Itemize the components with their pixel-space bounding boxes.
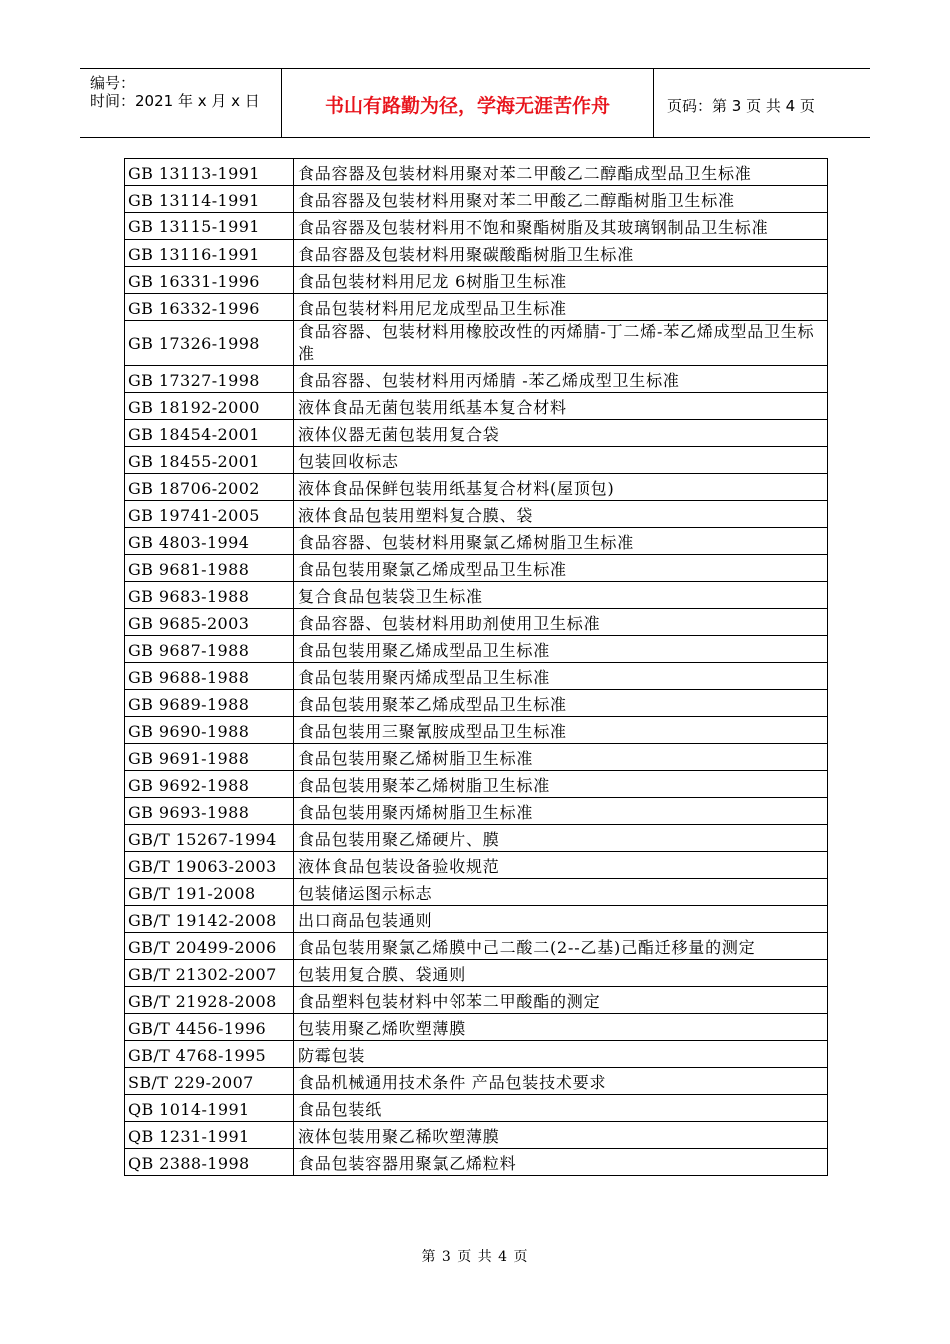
standard-code: GB 9691-1988 (125, 744, 294, 771)
standard-code: GB/T 20499-2006 (125, 933, 294, 960)
standard-title: 食品容器、包装材料用助剂使用卫生标准 (294, 609, 828, 636)
standard-code: QB 2388-1998 (125, 1149, 294, 1176)
table-row (125, 1014, 828, 1041)
header-motto-cell (281, 69, 654, 137)
standard-code: GB 9692-1988 (125, 771, 294, 798)
table-row (125, 933, 828, 960)
table-row (125, 744, 828, 771)
standard-title: 包装用复合膜、袋通则 (294, 960, 828, 987)
document-time-label: 时间：2021 年 x 月 x 日 (90, 92, 260, 110)
standard-title: 食品容器及包装材料用聚对苯二甲酸乙二醇酯树脂卫生标准 (294, 186, 828, 213)
table-row (125, 825, 828, 852)
table-row (125, 663, 828, 690)
header-page-label: 页码：第 3 页 共 4 页 (667, 97, 815, 115)
standard-title: 食品机械通用技术条件 产品包装技术要求 (294, 1068, 828, 1095)
table-row (125, 1095, 828, 1122)
document-number-label: 编号： (90, 74, 136, 92)
standard-title: 食品包装材料用尼龙 6树脂卫生标准 (294, 267, 828, 294)
standard-code: GB/T 4768-1995 (125, 1041, 294, 1068)
table-row (125, 717, 828, 744)
table-row (125, 294, 828, 321)
standard-code: GB/T 4456-1996 (125, 1014, 294, 1041)
standard-title: 液体仪器无菌包装用复合袋 (294, 420, 828, 447)
table-row (125, 987, 828, 1014)
standard-title: 食品包装用聚乙烯树脂卫生标准 (294, 744, 828, 771)
table-row (125, 852, 828, 879)
header-page-cell (653, 69, 870, 137)
table-row (125, 1122, 828, 1149)
standard-code: QB 1231-1991 (125, 1122, 294, 1149)
table-row (125, 771, 828, 798)
standard-title: 食品包装用聚氯乙烯膜中己二酸二(2--乙基)己酯迁移量的测定 (294, 933, 828, 960)
standard-title: 食品包装用聚苯乙烯成型品卫生标准 (294, 690, 828, 717)
standard-code: GB 9690-1988 (125, 717, 294, 744)
standard-title: 食品容器、包装材料用丙烯腈 -苯乙烯成型卫生标准 (294, 366, 828, 393)
standard-title: 食品塑料包装材料中邻苯二甲酸酯的测定 (294, 987, 828, 1014)
standard-code: GB 4803-1994 (125, 528, 294, 555)
standard-title: 液体包装用聚乙稀吹塑薄膜 (294, 1122, 828, 1149)
standard-title: 食品包装用聚乙烯成型品卫生标准 (294, 636, 828, 663)
table-row (125, 1041, 828, 1068)
standard-code: GB/T 15267-1994 (125, 825, 294, 852)
standard-code: GB 9681-1988 (125, 555, 294, 582)
standard-code: GB/T 19142-2008 (125, 906, 294, 933)
standard-code: GB 13114-1991 (125, 186, 294, 213)
table-row (125, 420, 828, 447)
table-row (125, 582, 828, 609)
standard-title: 包装回收标志 (294, 447, 828, 474)
table-row (125, 321, 828, 366)
standard-title: 防霉包装 (294, 1041, 828, 1068)
table-row (125, 474, 828, 501)
standard-code: GB 13113-1991 (125, 159, 294, 186)
table-row (125, 186, 828, 213)
standard-code: GB/T 21302-2007 (125, 960, 294, 987)
standard-code: QB 1014-1991 (125, 1095, 294, 1122)
page-header (80, 68, 870, 138)
standard-code: SB/T 229-2007 (125, 1068, 294, 1095)
standard-code: GB 13115-1991 (125, 213, 294, 240)
standard-title: 复合食品包装袋卫生标准 (294, 582, 828, 609)
standards-table (124, 158, 828, 1176)
standard-title: 食品包装用聚氯乙烯成型品卫生标准 (294, 555, 828, 582)
standard-title: 液体食品无菌包装用纸基本复合材料 (294, 393, 828, 420)
table-row (125, 960, 828, 987)
standard-code: GB 16331-1996 (125, 267, 294, 294)
standard-title: 食品包装用聚苯乙烯树脂卫生标准 (294, 771, 828, 798)
standard-code: GB 9689-1988 (125, 690, 294, 717)
standard-title: 食品包装用三聚氰胺成型品卫生标准 (294, 717, 828, 744)
standard-title: 包装储运图示标志 (294, 879, 828, 906)
table-row (125, 159, 828, 186)
table-row (125, 636, 828, 663)
standard-title: 食品包装纸 (294, 1095, 828, 1122)
table-row (125, 393, 828, 420)
standard-code: GB 17327-1998 (125, 366, 294, 393)
standard-title: 食品包装容器用聚氯乙烯粒料 (294, 1149, 828, 1176)
header-motto: 书山有路勤为径，学海无涯苦作舟 (324, 95, 610, 117)
table-row (125, 1068, 828, 1095)
standard-title: 食品包装材料用尼龙成型品卫生标准 (294, 294, 828, 321)
standard-title: 食品容器及包装材料用聚对苯二甲酸乙二醇酯成型品卫生标准 (294, 159, 828, 186)
standard-code: GB/T 19063-2003 (125, 852, 294, 879)
standard-title: 液体食品保鲜包装用纸基复合材料(屋顶包) (294, 474, 828, 501)
standards-table-body (125, 159, 828, 1176)
header-info-cell (80, 69, 280, 137)
standard-code: GB 16332-1996 (125, 294, 294, 321)
standard-title: 液体食品包装设备验收规范 (294, 852, 828, 879)
standard-title: 食品容器及包装材料用不饱和聚酯树脂及其玻璃钢制品卫生标准 (294, 213, 828, 240)
standard-title: 液体食品包装用塑料复合膜、袋 (294, 501, 828, 528)
standard-title: 食品容器及包装材料用聚碳酸酯树脂卫生标准 (294, 240, 828, 267)
table-row (125, 528, 828, 555)
table-row (125, 501, 828, 528)
standard-title: 食品包装用聚丙烯成型品卫生标准 (294, 663, 828, 690)
standard-title: 食品包装用聚丙烯树脂卫生标准 (294, 798, 828, 825)
standard-title: 出口商品包装通则 (294, 906, 828, 933)
table-row (125, 906, 828, 933)
standard-code: GB 19741-2005 (125, 501, 294, 528)
standard-code: GB 9693-1988 (125, 798, 294, 825)
table-row (125, 267, 828, 294)
table-row (125, 798, 828, 825)
standard-code: GB/T 21928-2008 (125, 987, 294, 1014)
standard-code: GB 13116-1991 (125, 240, 294, 267)
standard-code: GB 9685-2003 (125, 609, 294, 636)
table-row (125, 240, 828, 267)
table-row (125, 609, 828, 636)
table-row (125, 447, 828, 474)
standard-code: GB 18455-2001 (125, 447, 294, 474)
table-row (125, 366, 828, 393)
standard-code: GB 9687-1988 (125, 636, 294, 663)
standard-code: GB 18706-2002 (125, 474, 294, 501)
standard-title: 食品容器、包装材料用聚氯乙烯树脂卫生标准 (294, 528, 828, 555)
table-row (125, 690, 828, 717)
standard-title: 食品容器、包装材料用橡胶改性的丙烯腈-丁二烯-苯乙烯成型品卫生标准 (294, 321, 828, 366)
table-row (125, 555, 828, 582)
table-row (125, 1149, 828, 1176)
standard-code: GB 18454-2001 (125, 420, 294, 447)
standard-code: GB 17326-1998 (125, 321, 294, 366)
table-row (125, 213, 828, 240)
standard-title: 包装用聚乙烯吹塑薄膜 (294, 1014, 828, 1041)
table-row (125, 879, 828, 906)
standard-code: GB/T 191-2008 (125, 879, 294, 906)
standard-code: GB 9683-1988 (125, 582, 294, 609)
standard-code: GB 18192-2000 (125, 393, 294, 420)
page-footer: 第 3 页 共 4 页 (421, 1249, 529, 1265)
standard-title: 食品包装用聚乙烯硬片、膜 (294, 825, 828, 852)
standard-code: GB 9688-1988 (125, 663, 294, 690)
